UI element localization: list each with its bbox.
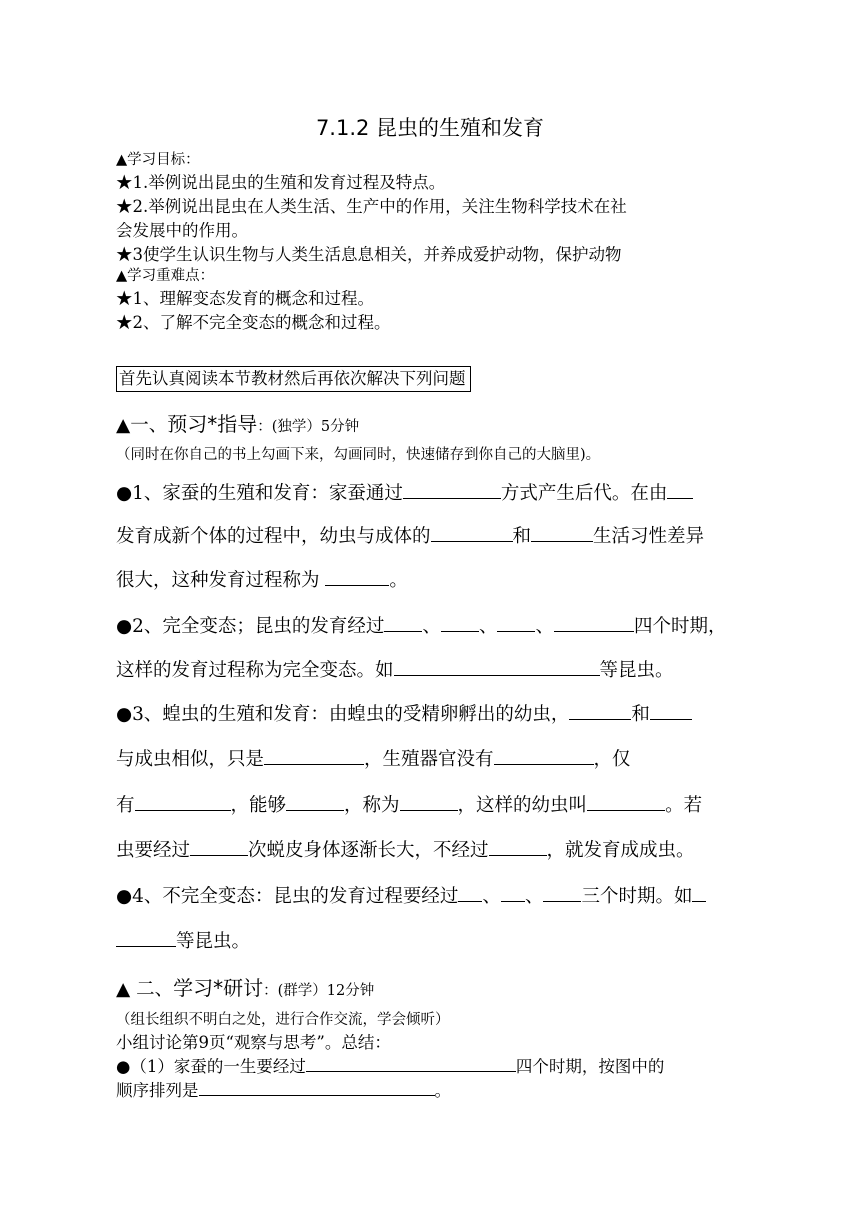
q2-text: 等昆虫。 <box>599 660 674 681</box>
q3-text: 和 <box>631 704 650 725</box>
section1-sub: （同时在你自己的书上勾画下来，勾画同时，快速储存到你自己的大脑里)。 <box>116 447 601 463</box>
q1-text: 和 <box>512 526 532 547</box>
blank[interactable] <box>497 614 535 632</box>
blank[interactable] <box>286 793 344 811</box>
q1-line1 <box>116 479 693 509</box>
q1-text: 生活习性差异 <box>593 526 705 547</box>
blank[interactable] <box>531 524 593 542</box>
blank[interactable] <box>394 658 600 676</box>
discussion-line: 小组讨论第9页“观察与思考”。总结： <box>116 1033 391 1052</box>
blank[interactable] <box>306 1054 516 1072</box>
separator: 、 <box>535 616 554 637</box>
q3-text: ，这样的幼虫叫 <box>457 795 588 816</box>
objectives-heading: ▲学习目标： <box>116 152 200 168</box>
separator: 、 <box>524 886 544 907</box>
keypoint-item: ★2、了解不完全变态的概念和过程。 <box>116 313 391 332</box>
section2-prefix: ▲ 二、 <box>116 979 174 1000</box>
blank[interactable] <box>116 929 176 947</box>
s2-q1-text: 。 <box>434 1081 451 1100</box>
q1-line2 <box>116 522 704 552</box>
q3-text: 。若 <box>665 795 703 816</box>
objective-item: 会发展中的作用。 <box>116 221 248 240</box>
separator: 、 <box>482 886 501 907</box>
section1-note: ：(独学）5分钟 <box>257 419 360 435</box>
s2-q1-line1 <box>116 1054 664 1079</box>
section1-heading <box>116 409 359 442</box>
blank[interactable] <box>384 614 422 632</box>
q4-line1 <box>116 882 706 912</box>
q3-text: 有 <box>116 795 135 816</box>
q4-line2 <box>116 927 250 957</box>
q3-line3 <box>116 791 702 821</box>
blank[interactable] <box>264 747 364 765</box>
section2-title: 学习*研讨 <box>173 976 264 1000</box>
blank[interactable] <box>441 614 479 632</box>
blank[interactable] <box>569 702 631 720</box>
objective-item: ★3使学生认识生物与人类生活息息相关，并养成爱护动物，保护动物 <box>116 245 622 264</box>
q3-text: ，能够 <box>230 795 287 816</box>
blank[interactable] <box>650 702 692 720</box>
q2-text: 四个时期， <box>633 616 727 637</box>
q2-line1 <box>116 612 726 642</box>
objective-item: ★2.举例说出昆虫在人类生活、生产中的作用，关注生物科学技术在社 <box>116 197 627 216</box>
blank[interactable] <box>501 884 525 902</box>
q3-text: ●3、蝗虫的生殖和发育：由蝗虫的受精卵孵出的幼虫， <box>116 704 570 725</box>
blank[interactable] <box>543 884 581 902</box>
q3-text: ，生殖器官没有 <box>364 749 494 770</box>
separator: 、 <box>422 616 441 637</box>
q2-text: ●2、完全变态；昆虫的发育经过 <box>116 616 385 637</box>
q1-text: 很大，这种发育过程称为 <box>116 570 326 591</box>
blank[interactable] <box>458 884 482 902</box>
keypoints-heading: ▲学习重难点： <box>116 268 215 284</box>
instruction-text: 首先认真阅读本节教材然后再依次解决下列问题 <box>116 366 471 392</box>
objective-item: ★1.举例说出昆虫的生殖和发育过程及特点。 <box>116 173 446 192</box>
s2-q1-text: ●（1）家蚕的一生要经过 <box>116 1057 306 1076</box>
q1-text: 。 <box>389 570 408 591</box>
blank[interactable] <box>667 481 693 499</box>
blank[interactable] <box>554 614 634 632</box>
section2-note: ：(群学）12分钟 <box>263 983 375 999</box>
q1-line3 <box>116 566 408 596</box>
blank[interactable] <box>403 481 501 499</box>
blank[interactable] <box>692 884 706 902</box>
q3-line1 <box>116 700 692 730</box>
q3-line2 <box>116 745 631 775</box>
blank[interactable] <box>400 793 458 811</box>
page-title: 7.1.2 昆虫的生殖和发育 <box>315 116 545 140</box>
section1-title: 预习*指导 <box>167 412 258 436</box>
instruction-box <box>116 366 471 392</box>
s2-q1-line2 <box>116 1078 451 1103</box>
blank[interactable] <box>135 793 231 811</box>
s2-q1-text: 四个时期，按图中的 <box>515 1057 665 1076</box>
keypoint-item: ★1、理解变态发育的概念和过程。 <box>116 289 374 308</box>
blank[interactable] <box>190 838 248 856</box>
q3-text: 虫要经过 <box>116 840 191 861</box>
q4-text: ●4、不完全变态：昆虫的发育过程要经过 <box>116 886 459 907</box>
q2-line2 <box>116 656 674 686</box>
q3-text: ，就发育成成虫。 <box>546 840 695 861</box>
section1-prefix: ▲一、 <box>116 415 168 436</box>
q3-line4 <box>116 836 695 866</box>
blank[interactable] <box>494 747 594 765</box>
q1-text: ●1、家蚕的生殖和发育：家蚕通过 <box>116 483 403 504</box>
separator: 、 <box>478 616 498 637</box>
s2-q1-text: 顺序排列是 <box>116 1081 199 1100</box>
q3-text: ，称为 <box>344 795 400 816</box>
blank[interactable] <box>489 838 547 856</box>
q3-text: 次蜕皮身体逐渐长大，不经过 <box>248 840 489 861</box>
q4-text: 等昆虫。 <box>176 931 251 952</box>
q1-text: 方式产生后代。在由 <box>500 483 668 504</box>
q2-text: 这样的发育过程称为完全变态。如 <box>116 660 394 681</box>
blank[interactable] <box>199 1078 435 1096</box>
q3-text: ，仅 <box>593 749 631 770</box>
q3-text: 与成虫相似，只是 <box>116 749 265 770</box>
section2-heading <box>116 973 374 1006</box>
q1-text: 发育成新个体的过程中，幼虫与成体的 <box>116 526 431 547</box>
blank[interactable] <box>431 524 513 542</box>
section2-sub: （组长组织不明白之处，进行合作交流，学会倾听） <box>116 1012 450 1028</box>
blank[interactable] <box>325 568 389 586</box>
blank[interactable] <box>587 793 665 811</box>
q4-text: 三个时期。如 <box>581 886 693 907</box>
